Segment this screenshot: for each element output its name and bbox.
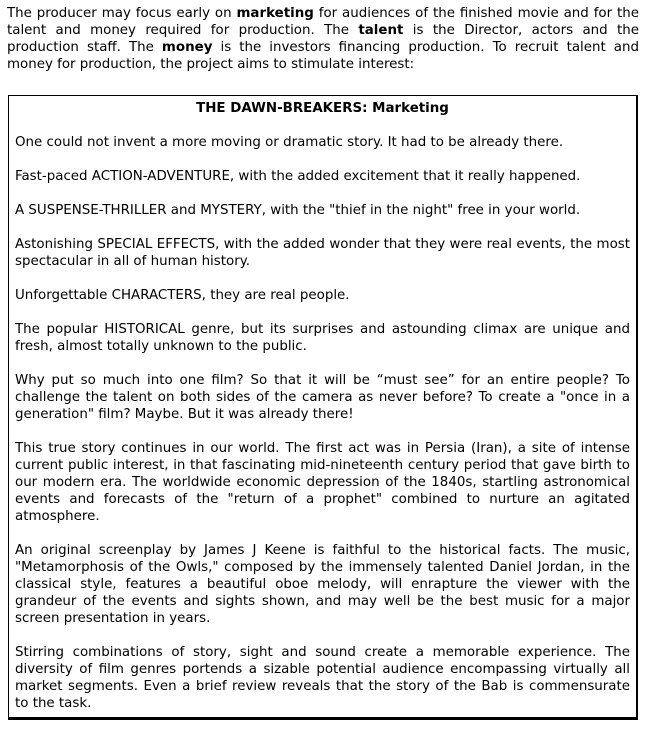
intro-segment: The producer may focus early on	[7, 6, 237, 21]
intro-bold-marketing: marketing	[236, 6, 314, 21]
intro-segment: is the Director, actors and the production staff. The	[7, 23, 639, 55]
box-paragraph-historical-genre: The popular HISTORICAL genre, but its surprises and astounding climax are unique and fresh, almost totally unknown to the public.	[15, 322, 630, 354]
box-paragraph-action-adventure: Fast-paced ACTION-ADVENTURE, with the added excitement that it really happened.	[15, 169, 581, 184]
intro-segment: for audiences of the finished movie and for the talent and money required for production. The	[7, 6, 639, 38]
box-paragraph-true-story: This true story continues in our world. The first act was in Persia (Iran), a site of intense current public interest, in that fascinating mid-nineteenth century period that gave birth to our modern era. The worldwide economic depression of the 1840s, startling astronomical events and forecasts of the "return of a prophet" combined to nurture an agitated atmosphere.	[15, 441, 630, 524]
box-paragraph-suspense-thriller: A SUSPENSE-THRILLER and MYSTERY, with the "thief in the night" free in your world.	[15, 203, 581, 218]
box-title: THE DAWN-BREAKERS: Marketing	[196, 101, 449, 116]
intro-paragraph	[7, 5, 639, 73]
intro-bold-talent: talent	[358, 23, 404, 38]
box-paragraph-screenplay-music: An original screenplay by James J Keene is faithful to the historical facts. The music, "Metamorphosis of the Owls," composed by the immensely talented Daniel Jordan, in the classical style, features a beautiful oboe melody, will enrapture the viewer with the grandeur of the events and sights shown, and may well be the best music for a major screen presentation in years.	[15, 543, 630, 626]
marketing-box	[8, 95, 638, 720]
intro-segment: is the investors financing production. To recruit talent and money for production, the project aims to stimulate interest:	[7, 40, 639, 72]
box-paragraph-special-effects: Astonishing SPECIAL EFFECTS, with the added wonder that they were real events, the most spectacular in all of human history.	[15, 237, 630, 269]
box-paragraph-why-one-film: Why put so much into one film? So that it will be “must see” for an entire people? To challenge the talent on both sides of the camera as never before? To create a "once in a generation" film? Maybe. But it was already there!	[15, 373, 630, 422]
box-paragraph-characters: Unforgettable CHARACTERS, they are real people.	[15, 288, 350, 303]
box-paragraph-story: One could not invent a more moving or dramatic story. It had to be already there.	[15, 135, 564, 150]
box-paragraph-market-segments: Stirring combinations of story, sight and sound create a memorable experience. The diversity of film genres portends a sizable potential audience encompassing virtually all market segments. Even a brief review reveals that the story of the Bab is commensurate to the task.	[15, 645, 630, 711]
intro-bold-money: money	[161, 40, 213, 55]
